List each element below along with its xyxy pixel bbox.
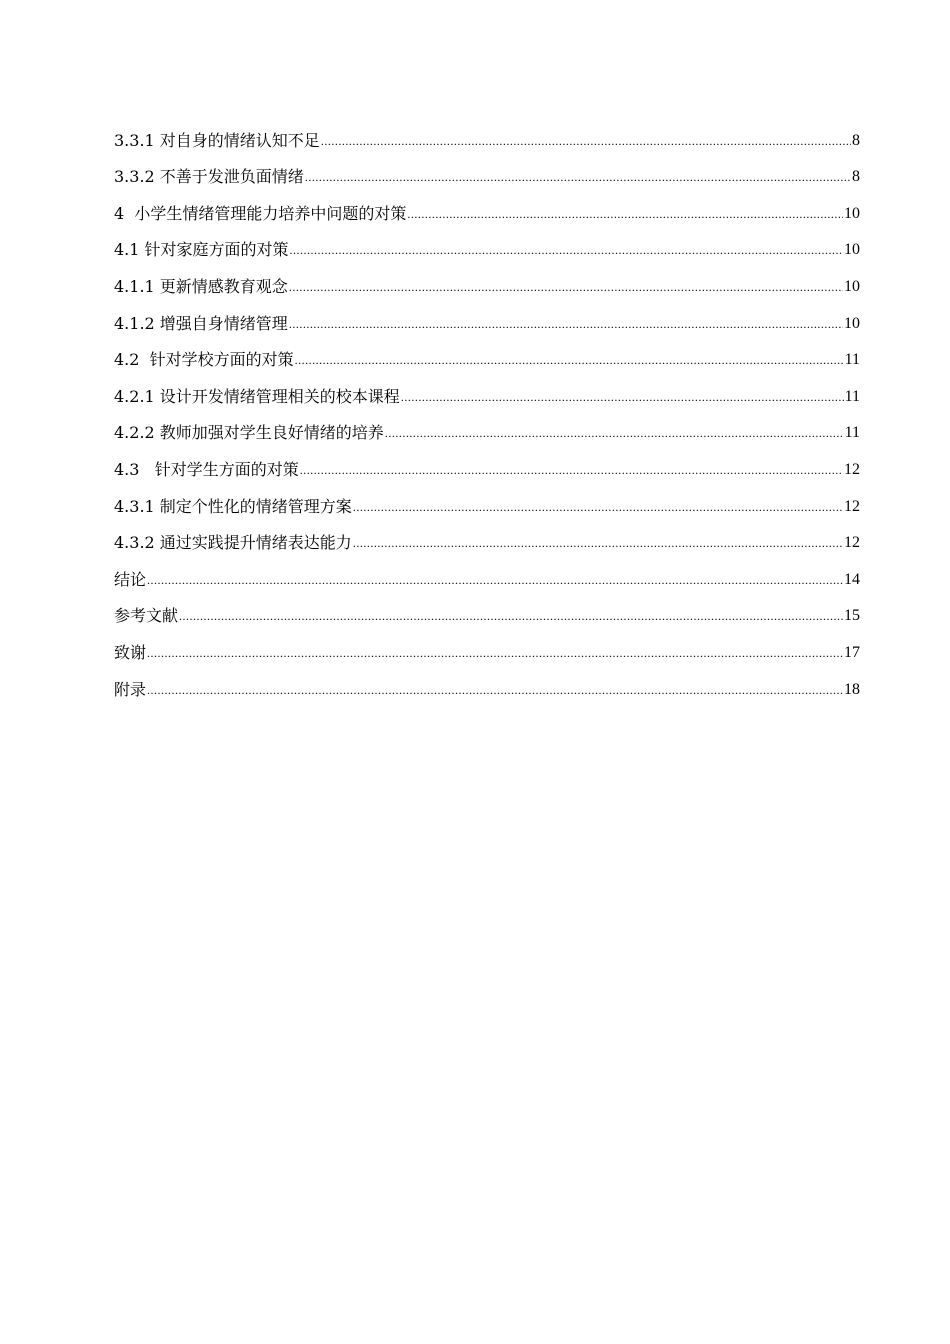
toc-entry-4-3[interactable] [114,443,860,480]
toc-entry-4-1-2[interactable] [114,297,860,334]
toc-leader-dots [385,425,844,441]
toc-entry-title: 4.2.1 设计开发情绪管理相关的校本课程 [114,386,400,406]
toc-leader-dots [353,535,843,551]
toc-entry-title: 4.3.2 通过实践提升情绪表达能力 [114,533,352,553]
toc-entry-acknowledgements[interactable] [114,626,860,663]
toc-entry-page: 12 [844,460,860,478]
toc-entry-page: 8 [852,168,860,186]
toc-entry-page: 10 [844,314,860,332]
toc-leader-dots [353,499,843,515]
toc-entry-title: 致谢 [114,642,147,662]
toc-entry-page: 17 [844,643,860,661]
toc-entry-title: 4.1.2 增强自身情绪管理 [114,313,288,333]
toc-entry-title: 4 小学生情绪管理能力培养中问题的对策 [114,203,407,223]
toc-entry-4-3-2[interactable] [114,517,860,554]
toc-leader-dots [295,352,844,368]
toc-entry-3-3-1[interactable] [114,114,860,151]
toc-leader-dots [147,682,843,698]
toc-entry-4-2-1[interactable] [114,370,860,407]
toc-entry-page: 12 [844,534,860,552]
toc-entry-page: 11 [844,387,860,405]
toc-entry-title: 4.2.2 教师加强对学生良好情绪的培养 [114,423,384,443]
toc-leader-dots [289,279,843,295]
toc-leader-dots [300,462,843,478]
toc-entry-appendix[interactable] [114,663,860,700]
toc-entry-4-2[interactable] [114,334,860,371]
toc-leader-dots [401,389,844,405]
toc-entry-page: 10 [844,241,860,259]
toc-entry-page: 10 [844,204,860,222]
toc-leader-dots [321,133,851,149]
toc-entry-title: 3.3.2 不善于发泄负面情绪 [114,167,304,187]
toc-entry-title: 结论 [114,569,147,589]
toc-entry-3-3-2[interactable] [114,151,860,188]
toc-entry-page: 10 [844,277,860,295]
toc-entry-page: 8 [852,131,860,149]
toc-entry-page: 18 [844,680,860,698]
toc-leader-dots [407,206,843,222]
toc-entry-4-1-1[interactable] [114,260,860,297]
toc-entry-title: 3.3.1 对自身的情绪认知不足 [114,130,320,150]
toc-entry-4[interactable] [114,187,860,224]
toc-leader-dots [290,242,843,258]
toc-entry-title: 4.3.1 制定个性化的情绪管理方案 [114,496,352,516]
toc-leader-dots [289,316,843,332]
toc-entry-4-2-2[interactable] [114,407,860,444]
toc-entry-title: 4.2 针对学校方面的对策 [114,350,294,370]
toc-entry-title: 参考文献 [114,606,179,626]
toc-leader-dots [305,169,851,185]
toc-entry-title: 附录 [114,679,147,699]
toc-entry-page: 11 [844,351,860,369]
toc-leader-dots [147,572,843,588]
toc-entry-references[interactable] [114,590,860,627]
toc-entry-page: 12 [844,497,860,515]
toc-entry-page: 11 [844,424,860,442]
toc-entry-4-3-1[interactable] [114,480,860,517]
toc-entry-title: 4.3 针对学生方面的对策 [114,459,299,479]
toc-entry-page: 14 [844,570,860,588]
toc-entry-page: 15 [844,607,860,625]
toc-leader-dots [147,645,843,661]
toc-entry-title: 4.1 针对家庭方面的对策 [114,240,289,260]
table-of-contents [114,114,860,700]
toc-entry-conclusion[interactable] [114,553,860,590]
toc-entry-title: 4.1.1 更新情感教育观念 [114,276,288,296]
toc-leader-dots [179,608,843,624]
toc-entry-4-1[interactable] [114,224,860,261]
